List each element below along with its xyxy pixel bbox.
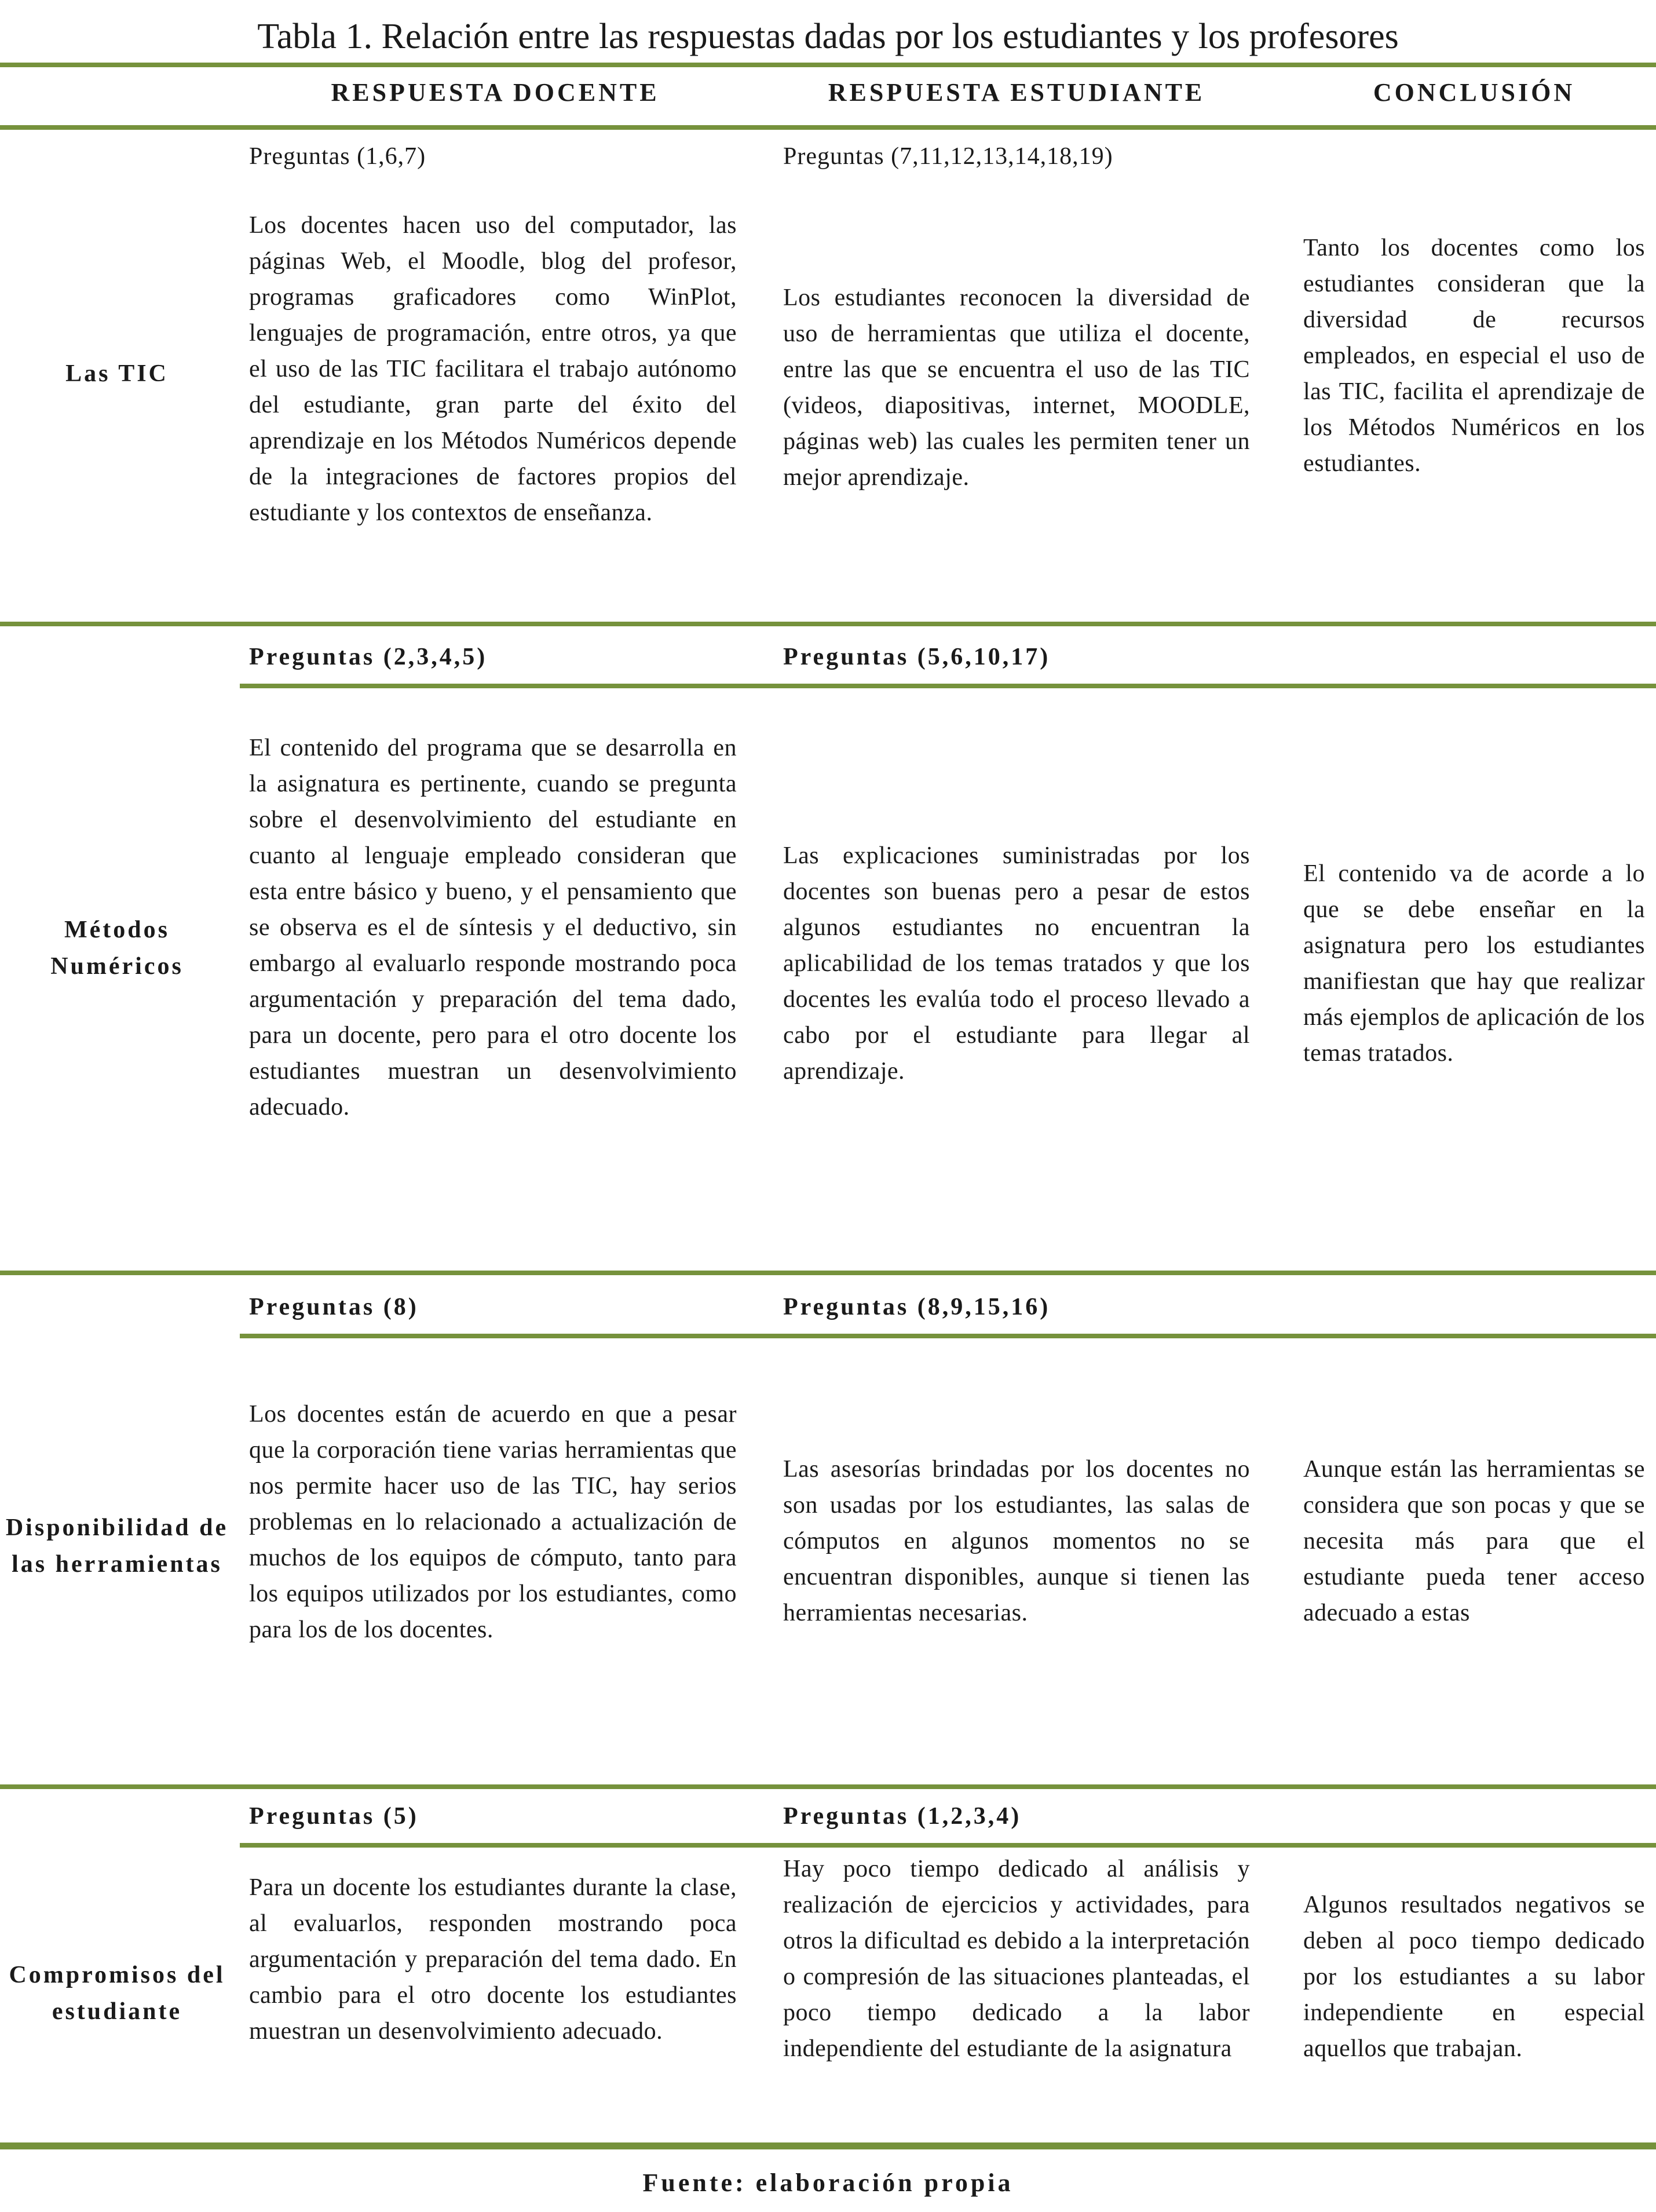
conclusion-text: El contenido va de acorde a lo que se debe enseñar en la asignatura pero los estudiantes manifiestan que hay que realizar más ejemplos de aplicación de los temas tratados. [1303,860,1645,1067]
subheader-rule [240,1843,1656,1848]
row-label-las-tic: Las TIC [65,360,169,387]
row-divider [0,1784,1656,1789]
conclusion-text: Algunos resultados negativos se deben al poco tiempo dedicado por los estudiantes a su labor independiente en especial aquellos que trabajan. [1303,1892,1645,2062]
table-title: Tabla 1. Relación entre las respuestas dadas por los estudiantes y los profesores [257,17,1399,56]
source-footer: Fuente: elaboración propia [642,2169,1014,2197]
header-conclusion: CONCLUSIÓN [1373,78,1575,107]
preguntas-docente-label: Preguntas (2,3,4,5) [249,644,488,670]
respuesta-docente-text: El contenido del programa que se desarrolla en la asignatura es pertinente, cuando se pregunta sobre el desenvolvimiento del estudiante en cuanto al lenguaje empleado consideran que esta entre básico y bueno, y el pensamiento que se observa es el de síntesis y el deductivo, sin embargo al evaluarlo responde mostrando poca argumentación y preparación del tema dado, para un docente, pero para el otro docente los estudiantes muestran un desenvolvimiento adecuado. [249,735,737,1120]
rule-header-bottom [0,125,1656,130]
conclusion-text: Aunque están las herramientas se considera que son pocas y que se necesita más para que el estudiante pueda tener acceso adecuado a estas [1303,1456,1645,1626]
row-label-disponibilidad: Disponibilidad de las herramientas [5,1514,229,1578]
preguntas-estudiante-label: Preguntas (1,2,3,4) [783,1803,1022,1830]
preguntas-estudiante-label: Preguntas (8,9,15,16) [783,1294,1051,1320]
respuesta-docente-text: Para un docente los estudiantes durante la clase, al evaluarlos, responden mostrando poca argumentación y preparación del tema dado. En cambio para el otro docente los estudiantes muestran un desenvolvimiento adecuado. [249,1874,737,2045]
row-label-compromisos: Compromisos del estudiante [9,1962,225,2025]
preguntas-estudiante-label: Preguntas (7,11,12,13,14,18,19) [783,143,1113,170]
respuesta-estudiante-text: Los estudiantes reconocen la diversidad de uso de herramientas que utiliza el docente, entre las que se encuentra el uso de las TIC (videos, diapositivas, internet, MOODLE, páginas web) las cuales les permiten tener un mejor aprendizaje. [783,284,1250,491]
preguntas-docente-label: Preguntas (5) [249,1803,419,1830]
subheader-rule [240,684,1656,688]
respuesta-estudiante-text: Las asesorías brindadas por los docentes no son usadas por los estudiantes, las salas de cómputos en algunos momentos no se encuentran disponibles, aunque si tienen las herramientas necesarias. [783,1456,1250,1626]
preguntas-docente-label: Preguntas (8) [249,1294,419,1320]
row-divider [0,622,1656,626]
respuesta-estudiante-text: Hay poco tiempo dedicado al análisis y realización de ejercicios y actividades, para otros la dificultad es debido a la interpretación o compresión de las situaciones planteadas, el poco tiempo dedicado a la labor independiente del estudiante de la asignatura [783,1856,1250,2062]
header-respuesta-docente: RESPUESTA DOCENTE [331,78,660,107]
respuesta-docente-text: Los docentes hacen uso del computador, las páginas Web, el Moodle, blog del profesor, programas graficadores como WinPlot, lenguajes de programación, entre otros, ya que el uso de las TIC facilitara el trabajo autónomo del estudiante, gran parte del éxito del aprendizaje en los Métodos Numéricos depende de la integraciones de factores propios del estudiante y los contextos de enseñanza. [249,212,737,526]
header-respuesta-estudiante: RESPUESTA ESTUDIANTE [828,78,1205,107]
respuesta-estudiante-text: Las explicaciones suministradas por los docentes son buenas pero a pesar de estos algunos estudiantes no encuentran la aplicabilidad de los temas tratados y que los docentes les evalúa todo el proceso llevado a cabo por el estudiante para llegar al aprendizaje. [783,842,1250,1085]
conclusion-text: Tanto los docentes como los estudiantes consideran que la diversidad de recursos empleados, en especial el uso de las TIC, facilita el aprendizaje de los Métodos Numéricos en los estudiantes. [1303,235,1645,477]
preguntas-estudiante-label: Preguntas (5,6,10,17) [783,644,1051,670]
row-divider [0,1271,1656,1275]
row-label-metodos-numericos: Métodos Numéricos [50,917,184,980]
subheader-rule [240,1334,1656,1338]
respuesta-docente-text: Los docentes están de acuerdo en que a pesar que la corporación tiene varias herramientas que nos permite hacer uso de las TIC, hay serios problemas en lo relacionado a actualización de muchos de los equipos de cómputo, tanto para los equipos utilizados por los estudiantes, como para los de los docentes. [249,1401,737,1643]
preguntas-docente-label: Preguntas (1,6,7) [249,143,426,170]
rule-bottom [0,2142,1656,2149]
rule-top [0,63,1656,67]
